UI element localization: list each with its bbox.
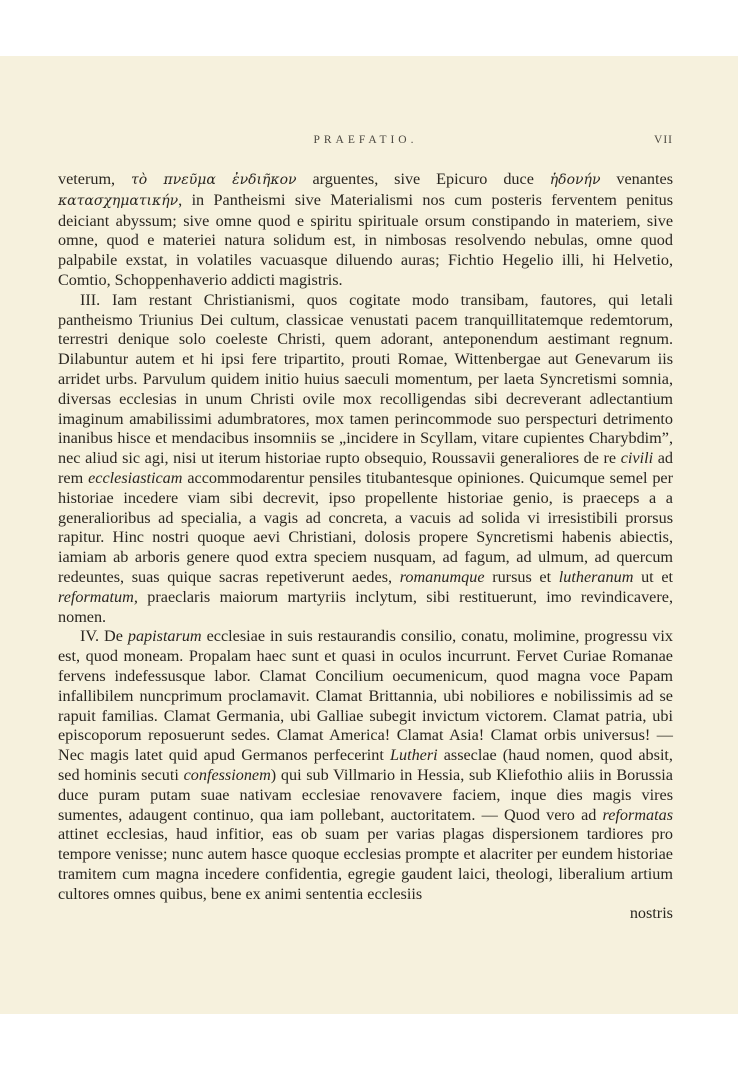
catchword: nostris (629, 904, 673, 923)
italic-term: papistarum (127, 627, 202, 646)
text-run: ad rem (58, 449, 673, 487)
text-run: arguentes, sive Epicuro duce (296, 170, 550, 188)
greek-phrase: τὸ πνεῦμα ἐνδιῆκον (131, 172, 297, 188)
text-run: praeclaris maiorum martyriis inclytum, sibi restituerunt, imo revindicavere, nomen. (58, 587, 673, 626)
italic-term: confessionem (183, 765, 271, 784)
text-run: veterum, (58, 170, 131, 188)
text-run: ecclesiae in suis restaurandis consilio, conatu, molimine, progressu vix est, quod moneam. Propalam haec sunt et quasi in oculos incurrunt. Fervet Curiae Romanae fervens indefessusque labor. Clamat Concilium oecumenicum, quod magna voce Papam infallibilem nuncprimum proclamavit. Clamat Brittannia, ubi nobiliores e nobilissimis ad se rapuit familias. Clamat Germania, ubi Galliae subegit invictum victorem. Clamat patria, ubi episcoporum reposuerunt sedes. Clamat America! Clamat Asia! Clamat orbis universus! — Nec magis latet quid apud Germanos perfecerint (58, 627, 673, 765)
text-run: accommodarentur pensiles titubantesque opiniones. Quicumque semel per historiae incedere viam sibi decrevit, ipso propellente historiae genio, is praeceps a a generalioribus ad specialia, a vagis ad concreta, a vacuis ad solida vi irresistibili prorsus rapitur. Hinc nostri quoque aevi Christiani, dolosis propere Syncretismi habenis abiectis, iamiam ab arboris genere quod extra speciem nusquam, ad fagum, ad ulmum, ad quercum redeuntes, suas quique sacras repetiverunt aedes, (58, 468, 674, 586)
text-run: attinet ecclesias, haud infitior, eas ob suam per varias plagas dispersionem tardiores pro tempore venisse; nunc autem hasce quoque ecclesias prompte et alacriter per eundem historiae tramitem cum magna incedere confidentia, egregie gaudent laici, theologi, liberalium artium cultores omnes quibus, bene ex animi sententia ecclesiis (58, 825, 673, 903)
body-text (58, 170, 673, 924)
paragraph-iii (58, 291, 673, 628)
italic-term: lutheranum (558, 567, 634, 586)
italic-term: civili (620, 449, 654, 468)
italic-term: romanumque (399, 567, 485, 586)
text-run: rursus et (484, 567, 559, 586)
italic-term: reformatum, (58, 587, 138, 606)
running-header (58, 134, 673, 154)
text-run: ut et (633, 567, 673, 586)
text-run: venantes (600, 170, 674, 188)
paragraph-continued (58, 170, 673, 291)
text-run: asseclae (haud nomen, quod absit, sed hominis secuti (58, 746, 673, 784)
paragraph-iv (58, 627, 673, 904)
italic-term: reformatas (602, 805, 673, 824)
greek-phrase: ἡδονήν (549, 172, 601, 188)
italic-term: ecclesiasticam (88, 468, 183, 487)
running-title: PRAEFATIO. (313, 134, 418, 146)
text-run: IV. De (80, 627, 128, 646)
page-number: VII (654, 134, 673, 146)
text-run: ) qui sub Villmario in Hessia, sub Kliefothio aliis in Borussia duce puram putam suae nativam ecclesiae renovavere faciem, inque dies magis vires sumentes, adaugent continuo, qua iam pollebant, auctoritatem. — Quod vero ad (58, 765, 673, 824)
text-run: , in Pantheismi sive Materialismi nos cum posteris ferventem penitus deiciant abyssum; sive omne quod e spiritu spirituale orsum constipando in materiem, sive omne, quod e materiei natura solidum est, in nimbosas resolvendo nebulas, omne quod palpabile exstat, in volatiles vacuasque diluendo auras; Fichtio Hegelio illi, hi Helvetio, Comtio, Schoppenhaverio addicti magistris. (58, 190, 673, 289)
book-page (0, 56, 738, 1014)
greek-phrase: κατασχηματικήν (58, 192, 179, 209)
italic-term: Lutheri (389, 746, 438, 765)
text-run: III. Iam restant Christianismi, quos cogitate modo transibam, fautores, qui letali pantheismo Triunius Dei cultum, classicae venustati pacem tranquillitatemque redemtorum, terrestri denique solo coeleste Christi, quem adorant, anteponendum aestimant regnum. Dilabuntur autem et hi ipsi fere tripartito, prouti Romae, Wittenbergae aut Genevarum iis arridet urbs. Parvulum quidem initio huius saeculi momentum, per laeta Syncretismi somnia, diversas ecclesias in unum Christi ovile mox recolligendas sibi decreverant adlectantium imaginum amabilissimi adumbratores, mox tamen perincommode suo perspecturi detrimento inanibus hisce et mendacibus insomniis se „incidere in Scyllam, vitare cupientes Charybdim”, nec aliud sic agi, nisi ut iterum historiae rupto obsequio, Roussavii generaliores de re (58, 290, 673, 468)
